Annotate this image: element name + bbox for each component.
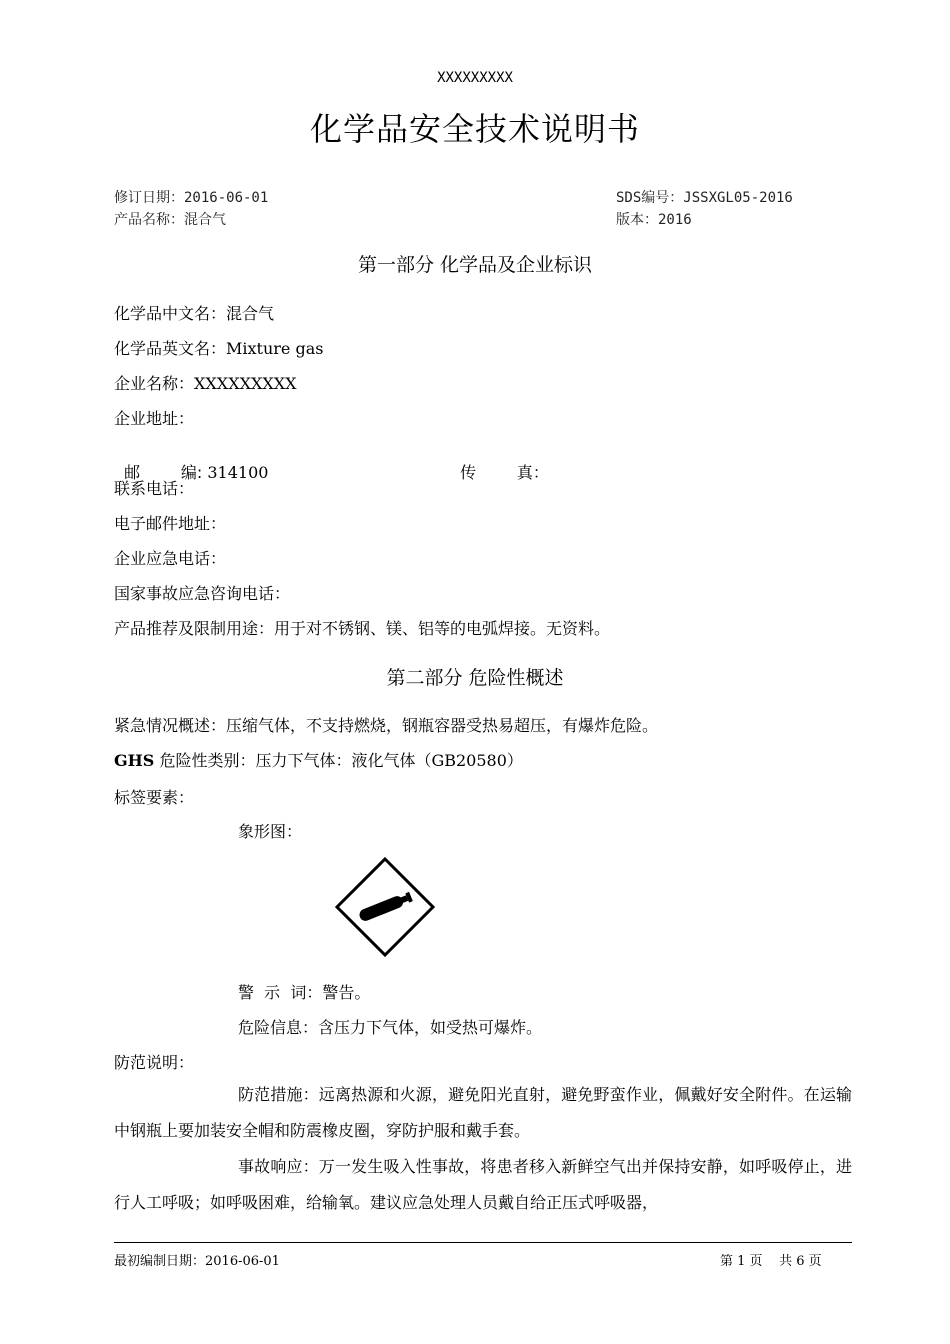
usage-label: 产品推荐及限制用途： [114, 619, 275, 638]
emergency-phone-field [114, 546, 226, 569]
footer-divider [114, 1242, 852, 1243]
usage-field [114, 616, 610, 639]
en-name-label: 化学品英文名： [114, 339, 227, 358]
company-field [114, 371, 297, 394]
signal-word: 警 示 词：警告。 [238, 983, 371, 1002]
address-label: 企业地址： [114, 409, 195, 428]
fax-field [450, 441, 549, 483]
emergency-overview: 紧急情况概述：压缩气体，不支持燃烧，钢瓶容器受热易超压，有爆炸危险。 [114, 716, 659, 735]
en-name-value: Mixture gas [226, 339, 324, 358]
section-1-title: 第一部分 化学品及企业标识 [357, 254, 593, 276]
ghs-prefix: GHS [114, 751, 155, 770]
postcode-value: 314100 [207, 463, 269, 482]
section-2-title: 第二部分 危险性概述 [386, 667, 564, 689]
cn-name-value: 混合气 [226, 304, 275, 323]
ghs-category [114, 748, 523, 771]
footer-compile-date: 最初编制日期：2016-06-01 [114, 1254, 280, 1269]
response-paragraph: 事故响应：万一发生吸入性事故，将患者移入新鲜空气出并保持安静，如呼吸停止，进行人工呼吸；如呼吸困难，给输氧。建议应急处理人员戴自给正压式呼吸器， [114, 1157, 852, 1212]
version: 版本：2016 [616, 212, 692, 228]
national-hotline-field [114, 581, 290, 604]
postcode-label: 邮 编: [124, 463, 203, 482]
cn-name-field [114, 301, 274, 324]
product-name-header: 产品名称：混合气 [114, 212, 226, 228]
national-hotline-label: 国家事故应急咨询电话： [114, 584, 291, 603]
company-name-header: XXXXXXXXX [437, 70, 513, 86]
ghs-text: 危险性类别：压力下气体：液化气体（GB20580） [159, 751, 523, 770]
prevention-paragraph: 防范措施：远离热源和火源，避免阳光直射，避免野蛮作业，佩戴好安全附件。在运输中钢瓶上要加装安全帽和防震橡皮圈，穿防护服和戴手套。 [114, 1085, 852, 1140]
fax-label: 传 真： [460, 463, 549, 482]
email-field [114, 511, 226, 534]
document-title: 化学品安全技术说明书 [309, 110, 640, 148]
hazard-info: 危险信息：含压力下气体，如受热可爆炸。 [238, 1018, 543, 1037]
email-label: 电子邮件地址： [114, 514, 227, 533]
pictogram-label: 象形图： [238, 822, 303, 841]
usage-value: 用于对不锈钢、镁、铝等的电弧焊接。无资料。 [274, 619, 611, 638]
cn-name-label: 化学品中文名： [114, 304, 227, 323]
company-value: XXXXXXXXX [194, 374, 297, 393]
address-field [114, 406, 194, 429]
label-elements-heading: 标签要素： [114, 788, 195, 807]
footer-page-info: 第 1 页 共 6 页 [720, 1254, 822, 1269]
emergency-phone-label: 企业应急电话： [114, 549, 227, 568]
gas-cylinder-icon [334, 856, 436, 958]
precaution-heading: 防范说明： [114, 1053, 195, 1072]
phone-label: 联系电话： [114, 479, 195, 498]
phone-field [114, 476, 194, 499]
revision-date: 修订日期：2016-06-01 [114, 190, 269, 206]
company-label: 企业名称： [114, 374, 195, 393]
en-name-field [114, 336, 323, 359]
sds-number: SDS编号：JSSXGL05-2016 [616, 190, 793, 206]
